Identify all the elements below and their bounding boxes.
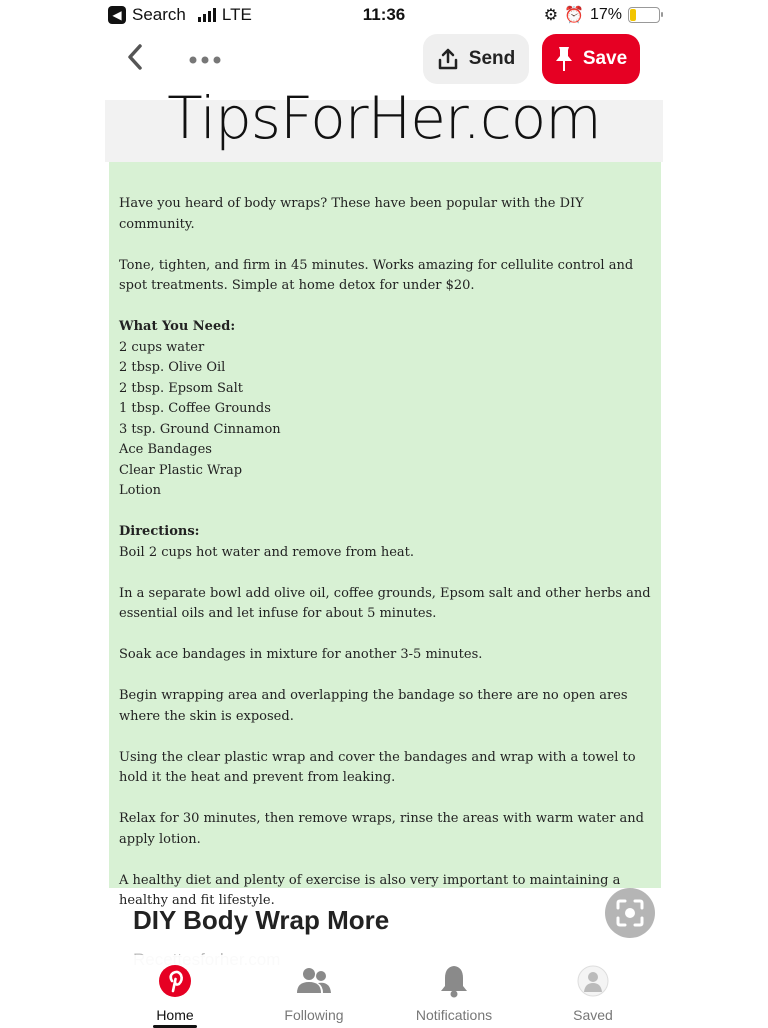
visual-search-icon[interactable] [605,888,655,938]
intro-text: Have you heard of body wraps? These have been popular with the DIY community. [119,196,584,232]
direction-step: Relax for 30 minutes, then remove wraps, rinse the areas with warm water and apply lotion. [119,811,645,847]
chevron-left-icon[interactable] [125,42,145,78]
rotation-lock-icon: ⚙ [543,7,559,24]
nav-home[interactable] [115,963,235,1028]
nav-following[interactable] [254,963,374,1023]
banner-text: TipsForHer.com [167,84,601,152]
direction-step: In a separate bowl add olive oil, coffee grounds, Epsom salt and other herbs and essential oils and let infuse for about 5 minutes. [119,585,651,621]
pin-icon [555,46,573,72]
pin-title: DIY Body Wrap More [133,905,390,935]
save-button[interactable] [542,34,640,84]
share-icon [437,48,459,70]
bell-icon [439,964,469,998]
direction-step: Soak ace bandages in mixture for another 3-5 minutes. [119,647,483,662]
bottom-nav [105,955,663,1024]
ingredient-item: 2 cups water [119,339,205,355]
back-arrow-icon[interactable]: ◀ [108,6,126,24]
back-to-app-label[interactable]: Search [132,5,186,24]
ingredient-item: 2 tbsp. Olive Oil [119,360,226,375]
pinterest-logo-icon [158,964,192,998]
ingredient-item: 3 tsp. Ground Cinnamon [119,421,281,437]
nav-saved[interactable] [533,963,653,1023]
send-label: Send [468,48,516,69]
nav-saved-label: Saved [573,1007,613,1023]
carrier-label: LTE [221,5,252,24]
nav-following-label: Following [284,1007,344,1023]
pin-banner [105,84,663,162]
pin-toolbar [105,30,663,88]
save-label: Save [582,48,628,69]
nav-notifications-label: Notifications [415,1007,493,1023]
battery-percent: 17% [589,6,622,23]
more-icon[interactable] [187,38,223,81]
direction-step: Using the clear plastic wrap and cover the bandages and wrap with a towel to hold it the heat and prevent from leaking. [119,749,636,785]
directions-heading: Directions: [119,524,200,539]
ingredient-item: 1 tbsp. Coffee Grounds [119,401,271,416]
nav-home-label: Home [115,1007,235,1028]
ingredient-item: 2 tbsp. Epsom Salt [119,380,244,396]
alarm-icon: ⏰ [564,7,584,24]
benefits-text: Tone, tighten, and firm in 45 minutes. Works amazing for cellulite control and spot treatments. Simple at home detox for under $20. [119,257,634,293]
battery-icon [628,7,660,23]
direction-step: A healthy diet and plenty of exercise is also very important to maintaining a healthy and fit lifestyle. [119,872,621,908]
clock: 11:36 [362,5,406,24]
ingredient-item: Clear Plastic Wrap [119,462,243,478]
direction-step: Begin wrapping area and overlapping the bandage so there are no open ares where the skin is exposed. [119,688,628,724]
send-button[interactable] [423,34,529,84]
recipe-note [109,162,661,908]
direction-step: Boil 2 cups hot water and remove from heat. [119,544,415,560]
following-icon [296,966,332,996]
saved-avatar-icon [577,965,609,997]
recipe-text [119,194,655,932]
nav-notifications[interactable] [394,963,514,1023]
ingredient-item: Lotion [119,483,162,498]
needs-heading: What You Need: [119,319,236,334]
status-bar [0,0,768,30]
ingredient-item: Ace Bandages [119,442,212,457]
pin-image[interactable] [105,84,663,908]
